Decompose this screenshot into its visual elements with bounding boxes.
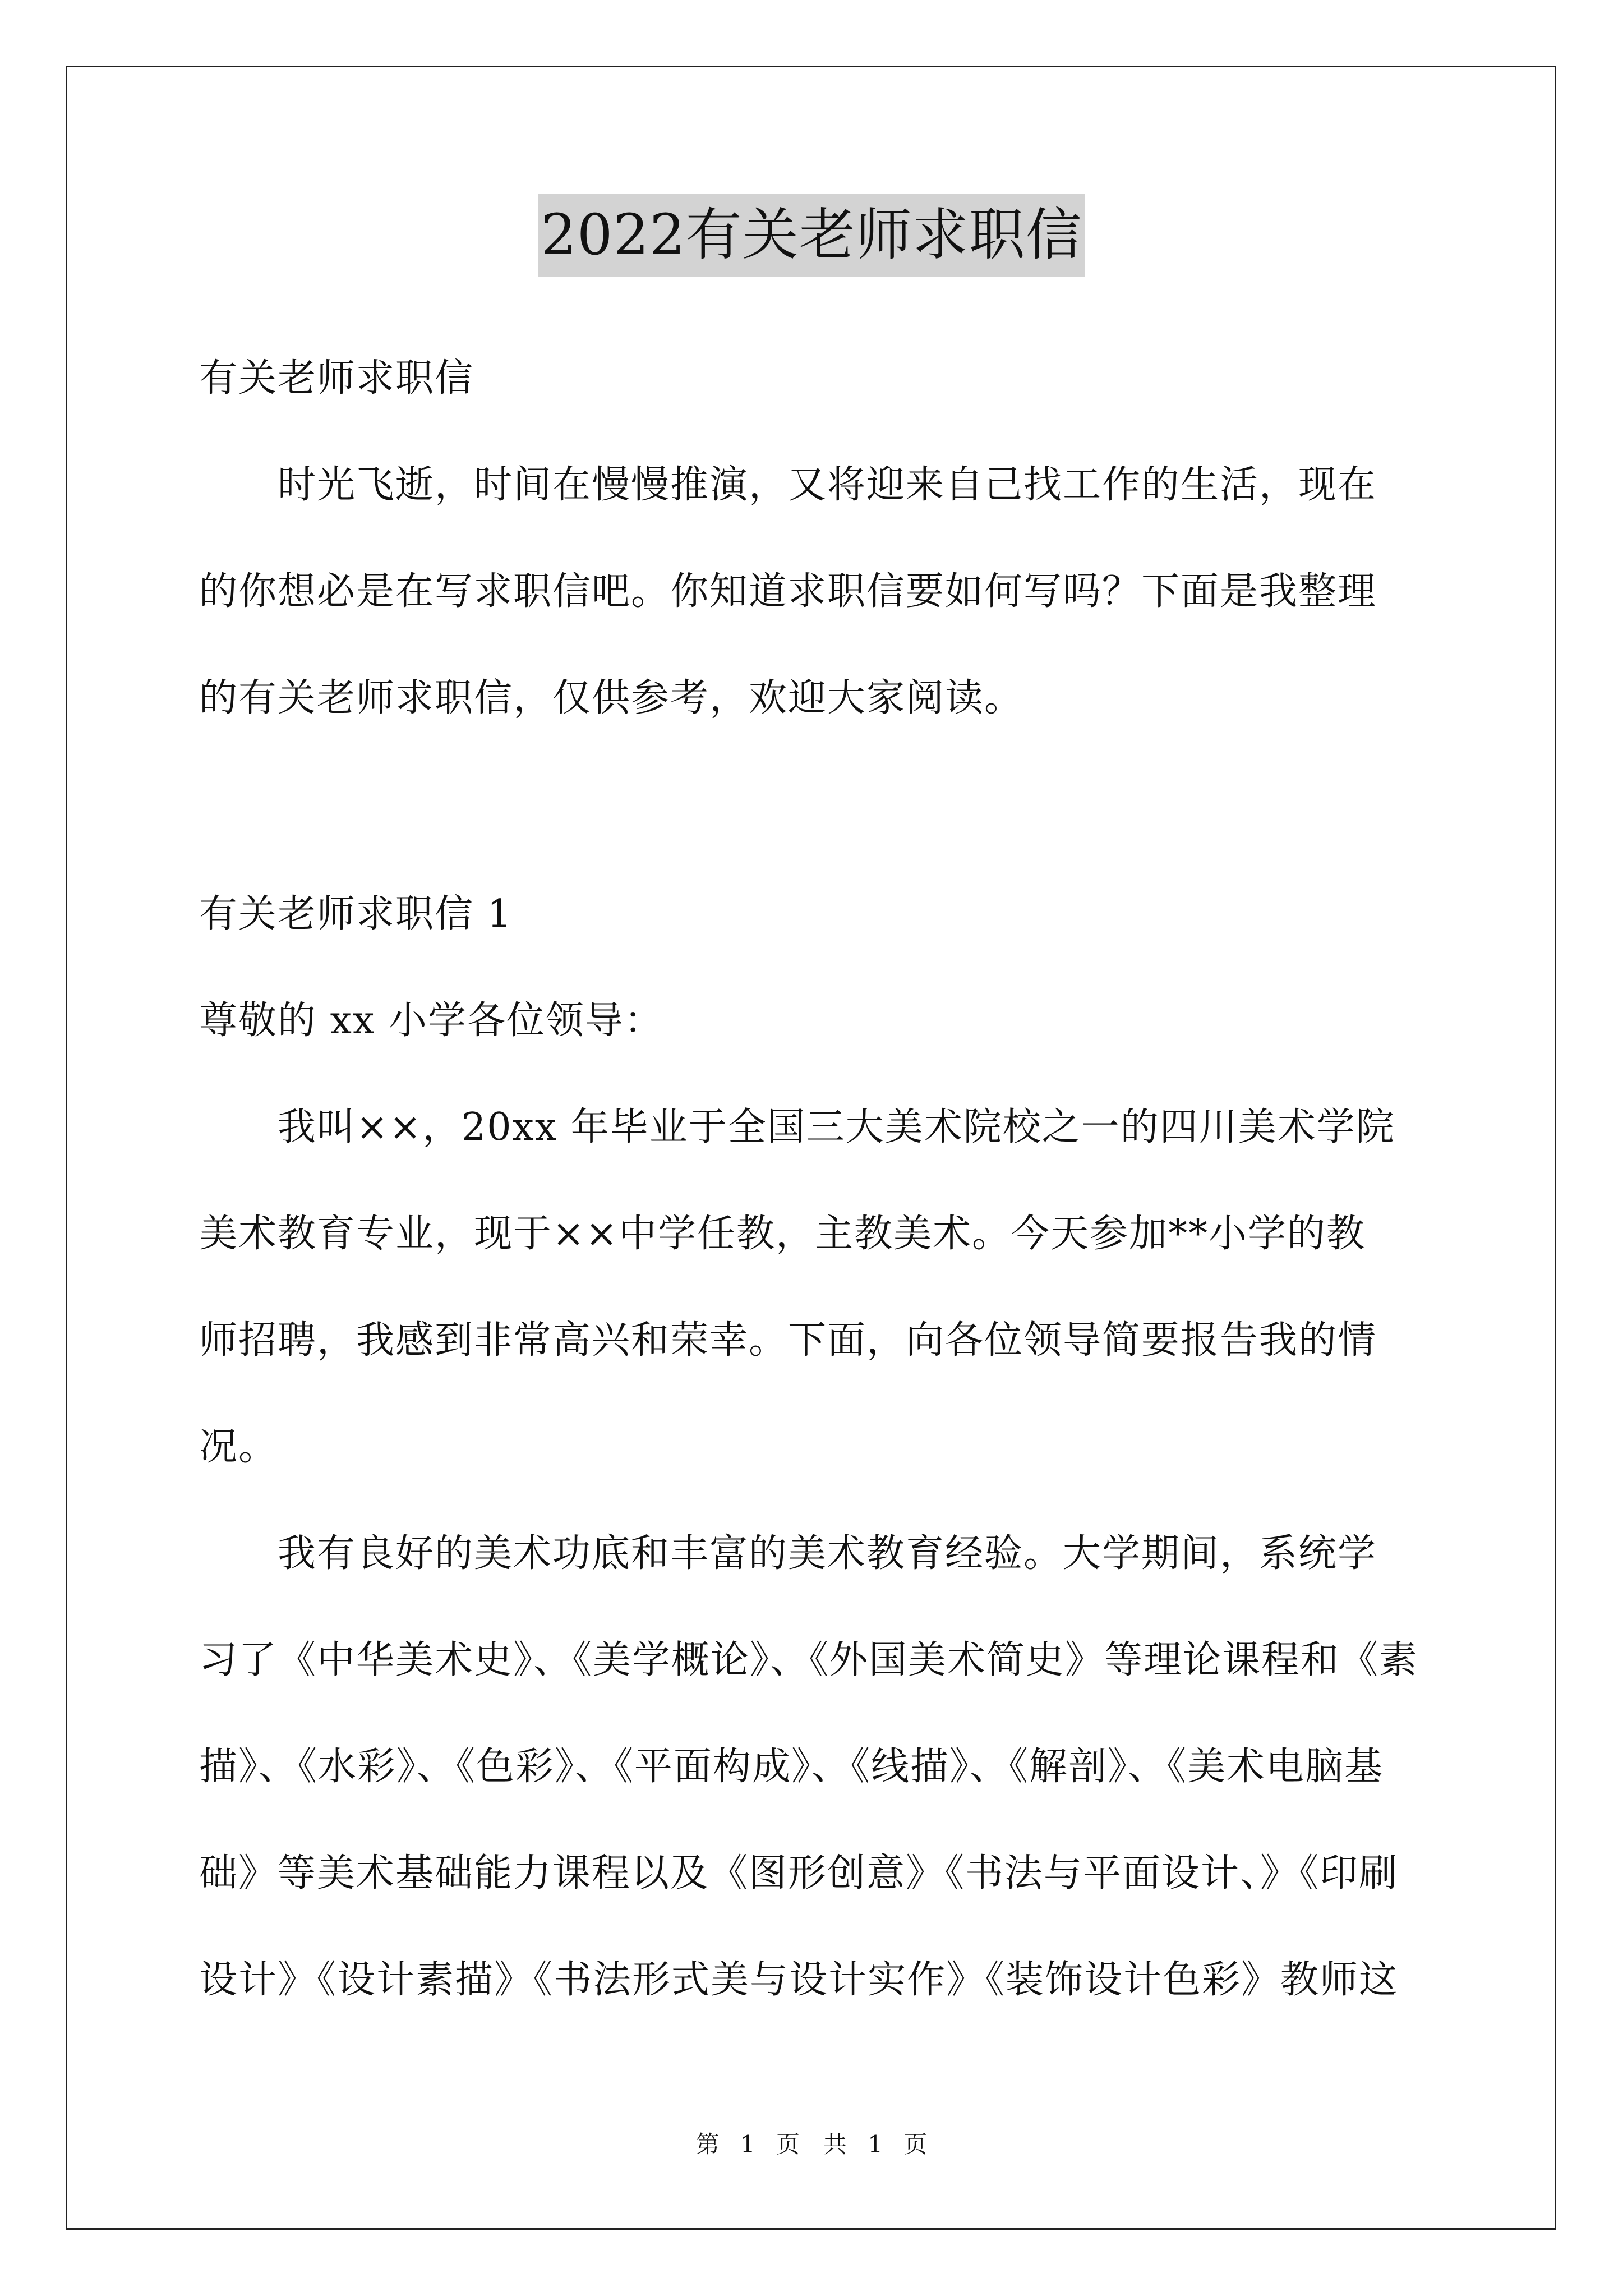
paragraph1-line-3: 师招聘，我感到非常高兴和荣幸。下面，向各位领导简要报告我的情 xyxy=(199,1318,1377,1363)
document-title: 2022有关老师求职信 xyxy=(538,194,1085,277)
document-subtitle: 有关老师求职信 xyxy=(199,356,474,401)
paragraph1-line-1: 我叫××，20xx 年毕业于全国三大美术院校之一的四川美术学院 xyxy=(199,1105,1395,1149)
paragraph2-line-3: 描》、《水彩》、《色彩》、《平面构成》、《线描》、《解剖》、《美术电脑基 xyxy=(199,1745,1384,1789)
paragraph1-line-2: 美术教育专业，现于××中学任教，主教美术。今天参加**小学的教 xyxy=(199,1212,1366,1256)
section-heading: 有关老师求职信 1 xyxy=(199,892,513,936)
page-number-footer: 第 1 页 共 1 页 xyxy=(695,2131,928,2158)
paragraph1-line-4: 况。 xyxy=(199,1425,278,1469)
paragraph2-line-2: 习了《中华美术史》、《美学概论》、《外国美术简史》等理论课程和《素 xyxy=(199,1638,1419,1682)
intro-line-3: 的有关老师求职信，仅供参考，欢迎大家阅读。 xyxy=(199,676,1024,720)
title-container xyxy=(0,194,1623,277)
intro-line-2: 的你想必是在写求职信吧。你知道求职信要如何写吗？下面是我整理 xyxy=(199,569,1377,614)
salutation: 尊敬的 xx 小学各位领导： xyxy=(199,999,663,1043)
paragraph2-line-1: 我有良好的美术功底和丰富的美术教育经验。大学期间，系统学 xyxy=(199,1531,1377,1576)
paragraph2-line-4: 础》等美术基础能力课程以及《图形创意》《书法与平面设计、》《印刷 xyxy=(199,1851,1399,1895)
paragraph2-line-5: 设计》《设计素描》《书法形式美与设计实作》《装饰设计色彩》教师这 xyxy=(199,1958,1399,2002)
intro-line-1: 时光飞逝，时间在慢慢推演，又将迎来自己找工作的生活，现在 xyxy=(199,463,1377,507)
